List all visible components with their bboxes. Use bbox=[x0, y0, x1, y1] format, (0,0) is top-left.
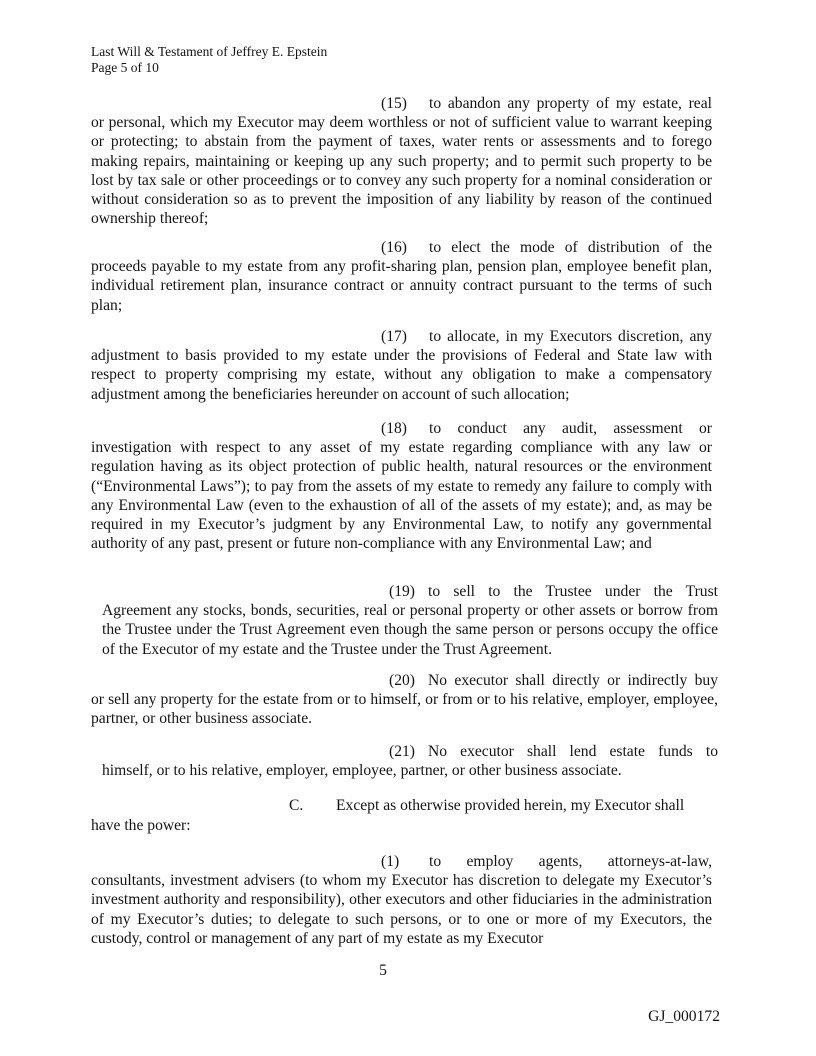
paragraph-lead: to elect the mode of distribution of the bbox=[429, 239, 712, 256]
paragraph-body: or sell any property for the estate from or to himself, or from or to his relative, employer, employee, partner, or other business associate. bbox=[91, 691, 718, 728]
paragraph-c1 bbox=[91, 852, 712, 948]
bates-number: GJ_000172 bbox=[648, 1008, 720, 1025]
section-c-text: Except as otherwise provided herein, my Executor shall bbox=[336, 797, 685, 814]
paragraph-lead: to conduct any audit, assessment or bbox=[429, 420, 712, 437]
item-number: (18) bbox=[381, 420, 407, 437]
item-number: (19) bbox=[389, 583, 415, 600]
paragraph-first-line bbox=[389, 582, 718, 601]
paragraph-15 bbox=[91, 94, 712, 228]
paragraph-first-line bbox=[381, 327, 712, 346]
page-indicator: Page 5 of 10 bbox=[91, 60, 159, 75]
paragraph-21 bbox=[102, 742, 718, 780]
paragraph-19 bbox=[102, 582, 718, 659]
item-number: (1) bbox=[381, 853, 400, 870]
paragraph-16 bbox=[91, 238, 712, 315]
paragraph-body: adjustment to basis provided to my estate under the provisions of Federal and State law with respect to property comprising my estate, without any obligation to make a compensatory adjustment among the beneficiaries hereunder on account of such allocation; bbox=[91, 347, 712, 403]
paragraph-body: investigation with respect to any asset of my estate regarding compliance with any law or regulation having as its object protection of public health, natural resources or the environment (“Environmental Laws”); to pay from the assets of my estate to remedy any failure to comply with any Environmental Law (even to the exhaustion of all of the assets of my estate); and, as may be required in my Executor’s judgment by any Environmental Law, to notify any governmental authority of any past, present or future non-compliance with any Environmental Law; and bbox=[91, 439, 712, 553]
item-number: (21) bbox=[389, 743, 415, 760]
item-number: (15) bbox=[381, 95, 407, 112]
item-number: (20) bbox=[389, 672, 415, 689]
page-number: 5 bbox=[379, 962, 387, 979]
paragraph-first-line bbox=[381, 94, 712, 113]
paragraph-first-line bbox=[381, 238, 712, 257]
paragraph-body: or personal, which my Executor may deem worthless or not of sufficient value to warrant keeping or protecting; to abstain from the payment of taxes, water rents or assessments and to forego making repairs, maintaining or keeping up any such property; and to permit such property to be lost by tax sale or other proceedings or to convey any such property for a nominal consideration or without consideration so as to prevent the imposition of any liability by reason of the continued ownership thereof; bbox=[91, 114, 712, 228]
item-number: (17) bbox=[381, 328, 407, 345]
paragraph-18 bbox=[91, 419, 712, 553]
item-number: (16) bbox=[381, 239, 407, 256]
document-title: Last Will & Testament of Jeffrey E. Epstein bbox=[91, 44, 328, 59]
paragraph-lead: No executor shall directly or indirectly buy bbox=[428, 672, 718, 689]
paragraph-first-line bbox=[389, 671, 718, 690]
paragraph-body: consultants, investment advisers (to whom my Executor has discretion to delegate my Executor’s investment authority and responsibility), other executors and other fiduciaries in the administration of my Executor’s duties; to delegate to such persons, or to one or more of my Executors, the custody, control or management of any part of my estate as my Executor bbox=[91, 872, 712, 947]
paragraph-lead: to employ agents, attorneys-at-law, bbox=[429, 853, 712, 870]
paragraph-20 bbox=[91, 671, 718, 729]
section-letter: C. bbox=[289, 797, 304, 814]
section-c-heading bbox=[289, 796, 684, 815]
paragraph-lead: No executor shall lend estate funds to bbox=[428, 743, 718, 760]
paragraph-17 bbox=[91, 327, 712, 404]
paragraph-first-line bbox=[381, 419, 712, 438]
paragraph-first-line bbox=[389, 742, 718, 761]
section-c-continuation: have the power: bbox=[91, 817, 191, 834]
paragraph-lead: to sell to the Trustee under the Trust bbox=[428, 583, 718, 600]
paragraph-first-line bbox=[381, 852, 712, 871]
paragraph-body: proceeds payable to my estate from any profit-sharing plan, pension plan, employee benefit plan, individual retirement plan, insurance contract or annuity contract pursuant to the terms of such plan; bbox=[91, 258, 712, 314]
paragraph-body: Agreement any stocks, bonds, securities, real or personal property or other assets or borrow from the Trustee under the Trust Agreement even though the same person or persons occupy the office of the Executor of my estate and the Trustee under the Trust Agreement. bbox=[102, 602, 718, 658]
document-header bbox=[91, 44, 327, 76]
paragraph-lead: to allocate, in my Executors discretion, any bbox=[429, 328, 712, 345]
paragraph-body: himself, or to his relative, employer, employee, partner, or other business associate. bbox=[102, 762, 622, 780]
paragraph-lead: to abandon any property of my estate, real bbox=[429, 95, 712, 112]
